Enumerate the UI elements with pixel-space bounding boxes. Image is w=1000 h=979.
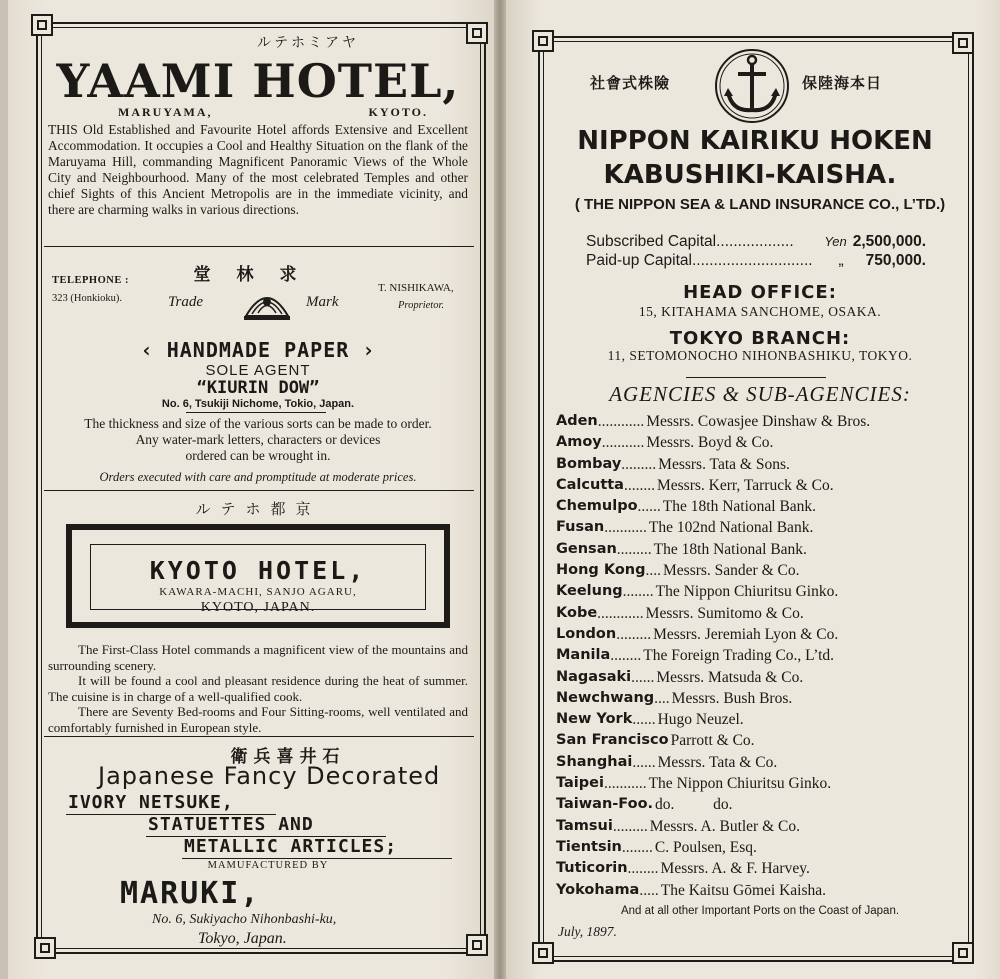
kyoto-address-line2: KYOTO, JAPAN. (200, 600, 316, 615)
agency-row (556, 411, 966, 432)
maruki-line3: STATUETTES AND (148, 814, 314, 835)
agency-agent: Messrs. Boyd & Co. (646, 434, 774, 452)
agency-row (556, 688, 966, 709)
agency-dots: ........ (623, 476, 655, 494)
capital-amount: 2,500,000. (852, 233, 926, 250)
yaami-description: THIS Old Established and Favourite Hotel affords Extensive and Excellent Accommodation. It occupies a Cool and Healthy Situation on the flank of the Maruyama Hill, commanding Magnificent Panoramic Views of the Whole City and Neighbourhood. Many of the most celebrated Temples and other chief Sights of this Ancient Metropolis are in the immediate vicinity, and there are charming walks in various directions. (48, 122, 468, 217)
agency-agent: Messrs. A. Butler & Co. (649, 817, 800, 835)
agency-port: Nagasaki (556, 668, 632, 685)
agency-port: Hong Kong (556, 562, 646, 579)
agency-dots: ............ (597, 604, 644, 622)
agency-row (556, 816, 966, 837)
agency-list (556, 411, 966, 901)
corner-ornament (466, 934, 488, 956)
agency-port: Aden (556, 413, 598, 429)
telephone-number: 323 (Honkioku). (52, 293, 122, 304)
agency-dots: ........... (601, 434, 645, 452)
fan-trademark-icon (240, 286, 294, 322)
agency-port: Calcutta (556, 476, 624, 493)
maruki-line4: METALLIC ARTICLES; (184, 836, 398, 857)
agency-dots: ........ (610, 647, 642, 665)
publication-date: July, 1897. (558, 924, 617, 939)
kiurin-body-line2: Any water-mark letters, characters or devices (135, 432, 381, 447)
maruki-address2: Tokyo, Japan. (198, 930, 287, 947)
agency-row (556, 645, 966, 666)
capital-table (586, 232, 926, 270)
capital-label: Paid-up Capital (586, 252, 692, 269)
agency-dots: ...... (632, 711, 656, 729)
agency-port: Taiwan-Foo. (556, 796, 654, 813)
kyoto-hotel-title: KYOTO HOTEL, (149, 556, 367, 585)
proprietor-name: T. NISHIKAWA, (378, 282, 454, 294)
yaami-title: YAAMI HOTEL, (56, 54, 460, 108)
corner-ornament (466, 22, 488, 44)
anchor-emblem-icon (712, 46, 792, 126)
divider (44, 246, 474, 247)
agency-agent: Messrs. Sander & Co. (663, 562, 800, 580)
agency-row (556, 624, 966, 645)
company-line2: KABUSHIKI-KAISHA. (603, 160, 897, 190)
divider (686, 377, 826, 378)
agency-row (556, 560, 966, 581)
agency-row (556, 667, 966, 688)
agency-dots: ........... (604, 519, 647, 537)
book-gutter (494, 0, 506, 979)
head-office-address: 15, KITAHAMA SANCHOME, OSAKA. (638, 304, 882, 319)
agency-agent: The 18th National Bank. (653, 540, 807, 558)
agency-row (556, 773, 966, 794)
agency-port: Fusan (556, 519, 605, 536)
maruki-line1: Japanese Fancy Decorated (98, 762, 441, 790)
agency-row (556, 432, 966, 453)
agency-agent: Messrs. Cowasjee Dinshaw & Bros. (646, 413, 871, 430)
agency-row (556, 496, 966, 517)
maruki-address1: No. 6, Sukiyacho Nihonbashi-ku, (152, 912, 337, 927)
maruki-kanji: 衛兵喜井石 (230, 747, 346, 767)
agency-dots: ........ (622, 583, 654, 601)
divider (44, 490, 474, 491)
kyoto-hotel-ad (48, 496, 468, 734)
agency-dots: ...... (637, 498, 661, 516)
maruki-ad (48, 740, 468, 947)
handmade-paper-headline (48, 338, 468, 362)
agency-row (556, 475, 966, 496)
corner-ornament (34, 937, 56, 959)
agency-agent: The Foreign Trading Co., L’td. (643, 647, 835, 665)
agency-port: Taipei (556, 775, 604, 792)
agency-row (556, 752, 966, 773)
insurance-header (550, 44, 960, 190)
agency-dots: ...... (632, 753, 656, 771)
agency-dots: ............ (597, 413, 645, 430)
agency-port: New York (556, 711, 633, 728)
kiurin-kanji: 堂林求 (193, 265, 323, 285)
right-page (506, 0, 1000, 979)
corner-ornament (31, 14, 53, 36)
agency-agent: Messrs. Kerr, Tarruck & Co. (656, 476, 834, 494)
capital-label: Subscribed Capital (586, 233, 717, 250)
company-line1: NIPPON KAIRIKU HOKEN (577, 126, 933, 156)
agency-dots: .... (645, 562, 661, 580)
manufactured-by: MAMUFACTURED BY (207, 860, 329, 871)
yaami-location-left: MARUYAMA, (118, 105, 213, 119)
capital-dots: .................. (716, 233, 794, 250)
agency-dots: .... (654, 689, 670, 707)
agency-dots: ........... (603, 775, 647, 793)
kyoto-address-line1: KAWARA-MACHI, SANJO AGARU, (159, 586, 357, 598)
agency-port: London (556, 625, 617, 642)
kyoto-kana-kanji: ルテホ都京 (195, 500, 321, 518)
trade-label: Trade (168, 294, 204, 310)
corner-ornament (952, 942, 974, 964)
agency-agent: C. Poulsen, Esq. (654, 838, 757, 856)
kiurin-body-line1: The thickness and size of the various sorts can be made to order. (84, 416, 432, 431)
agency-dots: ...... (631, 668, 655, 686)
left-chevron-icon: ‹ (140, 338, 167, 362)
agency-row (556, 794, 966, 815)
agency-port: Amoy (556, 434, 602, 451)
agency-port: San Francisco (556, 732, 669, 749)
agency-agent: do. do. (655, 796, 733, 814)
agency-row (556, 581, 966, 602)
maruki-line2: IVORY NETSUKE, (68, 792, 234, 813)
footer-note: And at all other Important Ports on the Coast of Japan. (620, 905, 900, 917)
agencies-title: AGENCIES & SUB-AGENCIES: (609, 382, 911, 406)
yaami-location-right: KYOTO. (368, 105, 428, 119)
mark-label: Mark (306, 294, 339, 310)
orders-note: Orders executed with care and promptitude at moderate prices. (99, 470, 417, 484)
kiurin-body-line3: ordered can be wrought in. (185, 448, 331, 463)
corner-ornament (952, 32, 974, 54)
agency-port: Manila (556, 647, 611, 664)
telephone-label: TELEPHONE : (52, 275, 129, 286)
agency-row (556, 603, 966, 624)
agency-dots: ........ (621, 838, 653, 856)
agency-agent: The 18th National Bank. (662, 498, 817, 516)
capital-dots: ............................ (691, 252, 813, 269)
agency-agent: Messrs. Tata & Co. (657, 753, 778, 771)
agency-dots: ..... (639, 881, 659, 899)
corner-ornament (532, 942, 554, 964)
kyoto-body (48, 642, 468, 735)
divider (44, 736, 474, 737)
agency-port: Tamsui (556, 817, 613, 834)
proprietor-label: Proprietor. (398, 300, 444, 311)
agency-row (556, 709, 966, 730)
handmade-paper-text: HANDMADE PAPER (166, 338, 350, 362)
agency-row (556, 517, 966, 538)
kanji-right: 保陸海本日 (802, 74, 883, 92)
agency-port: Keelung (556, 583, 623, 600)
capital-row (586, 232, 926, 251)
kiurin-shop-name: “KIURIN DOW” (196, 378, 320, 398)
agency-agent: Messrs. A. & F. Harvey. (660, 860, 810, 878)
agency-row (556, 880, 966, 901)
kiurin-body (48, 416, 468, 464)
company-english: ( THE NIPPON SEA & LAND INSURANCE CO., L’TD.) (574, 196, 946, 213)
capital-unit: „ (838, 252, 844, 269)
agency-dots: ......... (616, 540, 652, 558)
agency-row (556, 730, 966, 751)
sole-agent: SOLE AGENT (205, 362, 311, 379)
tokyo-branch-address: 11, SETOMONOCHO NIHONBASHIKU, TOKYO. (607, 348, 913, 363)
agency-row (556, 858, 966, 879)
left-page (8, 0, 494, 979)
agency-port: Bombay (556, 455, 622, 472)
yaami-katakana: ルテホミアヤ (257, 35, 359, 51)
kyoto-body-line3: There are Seventy Bed-rooms and Four Sitting-rooms, well ventilated and comfortably furnished in European style. (48, 704, 468, 735)
agency-agent: The Nippon Chiuritsu Ginko. (655, 583, 839, 601)
agency-port: Tientsin (556, 838, 622, 855)
agency-dots: ......... (612, 817, 648, 835)
underline (182, 858, 452, 859)
agency-agent: The Nippon Chiuritsu Ginko. (648, 775, 832, 793)
kyoto-hotel-box (66, 524, 450, 628)
corner-ornament (532, 30, 554, 52)
agency-agent: Parrott & Co. (670, 732, 755, 750)
capital-row (586, 251, 926, 270)
agency-agent: Messrs. Tata & Sons. (658, 455, 790, 473)
agency-dots: ......... (616, 625, 652, 643)
agency-row (556, 539, 966, 560)
divider (186, 412, 326, 413)
right-chevron-icon: › (349, 338, 376, 362)
agency-port: Yokohama (556, 881, 640, 898)
agency-row (556, 454, 966, 475)
capital-amount: 750,000. (865, 252, 926, 269)
agency-agent: Messrs. Matsuda & Co. (656, 668, 804, 686)
kyoto-body-line2: It will be found a cool and pleasant residence during the heat of summer. The cuisine is in charge of a well-qualified cook. (48, 673, 468, 704)
kanji-left: 社會式株險 (590, 74, 671, 92)
agency-port: Shanghai (556, 753, 633, 770)
agency-agent: Messrs. Bush Bros. (671, 689, 793, 707)
agency-port: Kobe (556, 604, 598, 621)
agency-agent: Hugo Neuzel. (657, 711, 744, 729)
agency-dots: ........ (627, 860, 659, 878)
agency-agent: The Kaitsu Gōmei Kaisha. (660, 881, 827, 899)
agency-port: Newchwang (556, 689, 655, 706)
agency-port: Tuticorin (556, 860, 628, 877)
head-office-title: HEAD OFFICE: (683, 282, 837, 303)
kiurin-address: No. 6, Tsukiji Nichome, Tokio, Japan. (161, 398, 355, 410)
kyoto-body-line1: The First-Class Hotel commands a magnificent view of the mountains and surrounding scenery. (48, 642, 468, 673)
agency-port: Gensan (556, 540, 617, 557)
agency-agent: The 102nd National Bank. (648, 519, 814, 537)
yaami-hotel-ad (48, 32, 468, 218)
maruki-name: MARUKI, (120, 876, 261, 911)
kiurin-dow-ad (48, 256, 468, 488)
agency-port: Chemulpo (556, 498, 638, 515)
agency-agent: Messrs. Sumitomo & Co. (645, 604, 804, 622)
agency-agent: Messrs. Jeremiah Lyon & Co. (653, 625, 839, 643)
tokyo-branch-title: TOKYO BRANCH: (669, 328, 851, 349)
agency-row (556, 837, 966, 858)
capital-unit: Yen (824, 234, 847, 249)
agency-dots: ......... (621, 455, 657, 473)
